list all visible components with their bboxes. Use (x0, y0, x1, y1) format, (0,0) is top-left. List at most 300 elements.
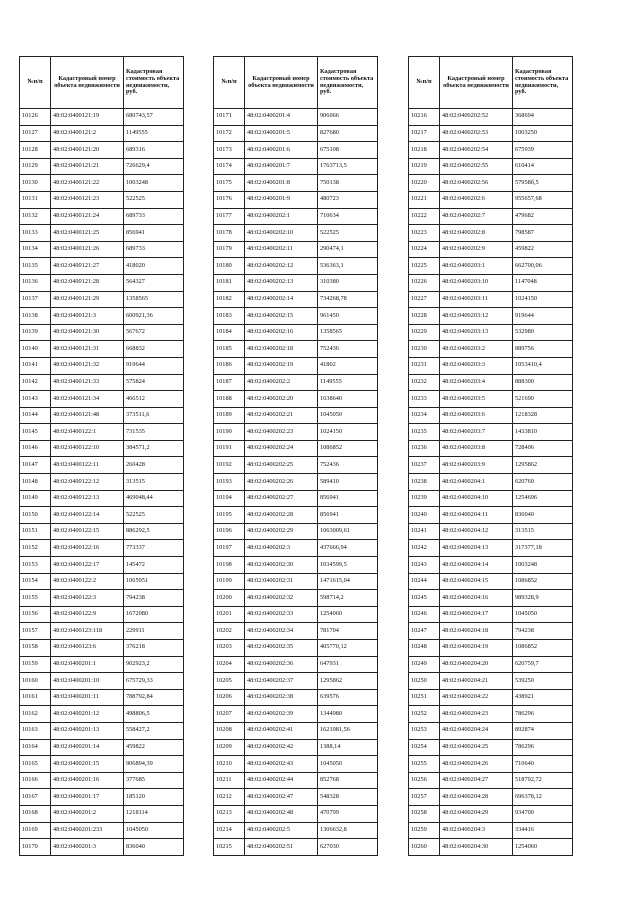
table-row (409, 507, 573, 524)
cadastral-cost: 1344980 (318, 706, 378, 723)
cadastral-number: 48:02:0400204:15 (440, 573, 513, 590)
cadastral-number: 48:02:0400202:25 (245, 457, 318, 474)
cadastral-cost: 532980 (513, 324, 573, 341)
row-number: 10249 (409, 656, 440, 673)
table-row (214, 357, 378, 374)
table-row (214, 274, 378, 291)
table-row (409, 590, 573, 607)
row-number: 10223 (409, 225, 440, 242)
cadastral-number: 48:02:0400201:17 (51, 789, 124, 806)
cadastral-number: 48:02:0400204:17 (440, 606, 513, 623)
table-row (409, 208, 573, 225)
row-number: 10190 (214, 424, 245, 441)
cadastral-number: 48:02:0400203:12 (440, 308, 513, 325)
cadastral-number: 48:02:0400202:37 (245, 673, 318, 690)
cadastral-number: 48:02:0400204:24 (440, 722, 513, 739)
table-row (214, 656, 378, 673)
row-number: 10200 (214, 590, 245, 607)
row-number: 10194 (214, 490, 245, 507)
row-number: 10250 (409, 673, 440, 690)
cadastral-number: 48:02:0400201:12 (51, 706, 124, 723)
cadastral-cost: 1086852 (513, 573, 573, 590)
cadastral-cost: 145472 (124, 557, 184, 574)
cadastral-number: 48:02:0400122:11 (51, 457, 124, 474)
cadastral-cost: 310380 (318, 274, 378, 291)
cadastral-number: 48:02:0400121:22 (51, 175, 124, 192)
cadastral-number: 48:02:0400202:23 (245, 424, 318, 441)
table-row (409, 374, 573, 391)
table-row (214, 573, 378, 590)
row-number: 10218 (409, 142, 440, 159)
table-row (214, 191, 378, 208)
row-number: 10185 (214, 341, 245, 358)
cadastral-number: 48:02:0400201:15 (51, 756, 124, 773)
row-number: 10176 (214, 191, 245, 208)
table-row (214, 324, 378, 341)
cadastral-cost: 620760 (513, 474, 573, 491)
table-row (214, 208, 378, 225)
table-row (214, 109, 378, 126)
cadastral-number: 48:02:0400202:42 (245, 739, 318, 756)
cadastral-cost: 836040 (513, 507, 573, 524)
table-row (20, 191, 184, 208)
table-body (409, 109, 573, 856)
cadastral-number: 48:02:0400202:43 (245, 756, 318, 773)
cadastral-cost: 955657,68 (513, 191, 573, 208)
row-number: 10219 (409, 158, 440, 175)
cadastral-cost: 373511,6 (124, 407, 184, 424)
table-row (20, 175, 184, 192)
header-num: №п/п (214, 57, 245, 109)
cadastral-cost: 313515 (513, 523, 573, 540)
table-row (20, 357, 184, 374)
cadastral-number: 48:02:0400202:38 (245, 689, 318, 706)
cadastral-cost: 384571,2 (124, 440, 184, 457)
table-row (20, 474, 184, 491)
cadastral-cost: 752436 (318, 341, 378, 358)
cadastral-number: 48:02:0400121:2 (51, 125, 124, 142)
cadastral-cost: 886292,5 (124, 523, 184, 540)
header-cadastral-cost: Кадастровая стоимость объекта недвижимости, руб. (318, 57, 378, 109)
row-number: 10179 (214, 241, 245, 258)
cadastral-number: 48:02:0400201:3 (51, 839, 124, 856)
cadastral-cost: 1433810 (513, 424, 573, 441)
table-row (20, 557, 184, 574)
row-number: 10222 (409, 208, 440, 225)
cadastral-number: 48:02:0400121:34 (51, 391, 124, 408)
cadastral-cost: 852768 (318, 772, 378, 789)
cadastral-cost: 522525 (124, 191, 184, 208)
header-cadastral-cost: Кадастровая стоимость объекта недвижимости, руб. (513, 57, 573, 109)
row-number: 10156 (20, 606, 51, 623)
cadastral-number: 48:02:0400204:13 (440, 540, 513, 557)
cadastral-cost: 856941 (318, 490, 378, 507)
cadastral-cost: 1034599,5 (318, 557, 378, 574)
row-number: 10240 (409, 507, 440, 524)
row-number: 10191 (214, 440, 245, 457)
row-number: 10208 (214, 722, 245, 739)
row-number: 10259 (409, 822, 440, 839)
cadastral-cost: 610414 (513, 158, 573, 175)
row-number: 10207 (214, 706, 245, 723)
cadastral-number: 48:02:0400121:23 (51, 191, 124, 208)
cadastral-number: 48:02:0400121:25 (51, 225, 124, 242)
cadastral-number: 48:02:0400201:16 (51, 772, 124, 789)
cadastral-number: 48:02:0400201:8 (245, 175, 318, 192)
cadastral-number: 48:02:0400122:9 (51, 606, 124, 623)
cadastral-number: 48:02:0400201:13 (51, 722, 124, 739)
cadastral-cost: 773337 (124, 540, 184, 557)
cadastral-number: 48:02:0400121:30 (51, 324, 124, 341)
table-row (214, 142, 378, 159)
row-number: 10216 (409, 109, 440, 126)
cadastral-cost: 675108 (318, 142, 378, 159)
table-row (20, 258, 184, 275)
cadastral-number: 48:02:0400203:9 (440, 457, 513, 474)
cadastral-cost: 1358565 (318, 324, 378, 341)
cadastral-number: 48:02:0400202:36 (245, 656, 318, 673)
cadastral-number: 48:02:0400121:19 (51, 109, 124, 126)
row-number: 10224 (409, 241, 440, 258)
cadastral-cost: 522525 (318, 225, 378, 242)
cadastral-table-2 (213, 56, 378, 856)
cadastral-cost: 1295862 (513, 457, 573, 474)
cadastral-number: 48:02:0400204:11 (440, 507, 513, 524)
table-row (214, 623, 378, 640)
cadastral-number: 48:02:0400202:54 (440, 142, 513, 159)
row-number: 10205 (214, 673, 245, 690)
cadastral-number: 48:02:0400202:19 (245, 357, 318, 374)
cadastral-number: 48:02:0400201:14 (51, 739, 124, 756)
row-number: 10167 (20, 789, 51, 806)
table-row (214, 557, 378, 574)
row-number: 10234 (409, 407, 440, 424)
row-number: 10251 (409, 689, 440, 706)
table-row (214, 341, 378, 358)
table-row (409, 440, 573, 457)
table-row (214, 540, 378, 557)
cadastral-cost: 892874 (513, 722, 573, 739)
table-row (214, 175, 378, 192)
row-number: 10152 (20, 540, 51, 557)
row-number: 10182 (214, 291, 245, 308)
cadastral-number: 48:02:0400203:13 (440, 324, 513, 341)
row-number: 10246 (409, 606, 440, 623)
table-row (409, 391, 573, 408)
cadastral-cost: 675729,33 (124, 673, 184, 690)
row-number: 10180 (214, 258, 245, 275)
row-number: 10164 (20, 739, 51, 756)
table-row (409, 573, 573, 590)
cadastral-cost: 781704 (318, 623, 378, 640)
table-row (20, 241, 184, 258)
cadastral-cost: 798587 (513, 225, 573, 242)
table-row (409, 341, 573, 358)
table-row (214, 822, 378, 839)
cadastral-number: 48:02:0400204:22 (440, 689, 513, 706)
cadastral-cost: 906066 (318, 109, 378, 126)
row-number: 10175 (214, 175, 245, 192)
cadastral-number: 48:02:0400201:6 (245, 142, 318, 159)
row-number: 10178 (214, 225, 245, 242)
table-row (214, 805, 378, 822)
cadastral-cost: 1638640 (318, 391, 378, 408)
cadastral-cost: 1053410,4 (513, 357, 573, 374)
cadastral-cost: 57958б,5 (513, 175, 573, 192)
table-row (20, 839, 184, 856)
table-row (20, 225, 184, 242)
cadastral-number: 48:02:0400121:24 (51, 208, 124, 225)
cadastral-number: 48:02:0400121:31 (51, 341, 124, 358)
cadastral-number: 48:02:0400203:8 (440, 440, 513, 457)
table-row (214, 424, 378, 441)
table-row (409, 673, 573, 690)
cadastral-cost: 689733 (124, 241, 184, 258)
row-number: 10206 (214, 689, 245, 706)
table-row (214, 258, 378, 275)
table-row (214, 158, 378, 175)
table-row (214, 291, 378, 308)
cadastral-number: 48:02:0400202:52 (440, 109, 513, 126)
table-row (214, 241, 378, 258)
cadastral-number: 48:02:0400202:3 (245, 540, 318, 557)
cadastral-cost: 919644 (513, 308, 573, 325)
cadastral-cost: 680743,57 (124, 109, 184, 126)
cadastral-number: 48:02:0400201:233 (51, 822, 124, 839)
cadastral-cost: 317377,18 (513, 540, 573, 557)
cadastral-cost: 827680 (318, 125, 378, 142)
cadastral-number: 48:02:0400122:12 (51, 474, 124, 491)
cadastral-cost: 539250 (513, 673, 573, 690)
row-number: 10201 (214, 606, 245, 623)
row-number: 10144 (20, 407, 51, 424)
cadastral-number: 48:02:0400202:26 (245, 474, 318, 491)
cadastral-cost: 522525 (124, 507, 184, 524)
cadastral-cost: 639576 (318, 689, 378, 706)
cadastral-cost: 1065951 (124, 573, 184, 590)
row-number: 10140 (20, 341, 51, 358)
table-row (214, 789, 378, 806)
row-number: 10228 (409, 308, 440, 325)
row-number: 10260 (409, 839, 440, 856)
row-number: 10134 (20, 241, 51, 258)
table-row (409, 523, 573, 540)
table-row (409, 640, 573, 657)
table-row (409, 789, 573, 806)
cadastral-cost: 1254060 (318, 606, 378, 623)
cadastral-number: 48:02:0400121:20 (51, 142, 124, 159)
table-row (214, 374, 378, 391)
row-number: 10162 (20, 706, 51, 723)
cadastral-number: 48:02:0400204:29 (440, 805, 513, 822)
cadastral-cost: 726629,4 (124, 158, 184, 175)
cadastral-number: 48:02:0400201:9 (245, 191, 318, 208)
table-row (409, 606, 573, 623)
cadastral-cost: 1045050 (318, 407, 378, 424)
row-number: 10141 (20, 357, 51, 374)
row-number: 10161 (20, 689, 51, 706)
row-number: 10168 (20, 805, 51, 822)
table-row (20, 606, 184, 623)
row-number: 10147 (20, 457, 51, 474)
row-number: 10174 (214, 158, 245, 175)
cadastral-cost: 334416 (513, 822, 573, 839)
cadastral-cost: 1388,14 (318, 739, 378, 756)
cadastral-table-1 (19, 56, 184, 856)
row-number: 10193 (214, 474, 245, 491)
row-number: 10160 (20, 673, 51, 690)
header-num: №п/п (20, 57, 51, 109)
table-row (20, 540, 184, 557)
table-row (20, 623, 184, 640)
table-row (409, 158, 573, 175)
row-number: 10148 (20, 474, 51, 491)
row-number: 10151 (20, 523, 51, 540)
cadastral-table-3 (408, 56, 573, 856)
row-number: 10196 (214, 523, 245, 540)
row-number: 10158 (20, 640, 51, 657)
cadastral-number: 48:02:0400202:32 (245, 590, 318, 607)
cadastral-cost: 786296 (513, 706, 573, 723)
cadastral-cost: 989328,9 (513, 590, 573, 607)
cadastral-cost: 405770,12 (318, 640, 378, 657)
cadastral-cost: 558427,2 (124, 722, 184, 739)
table-row (409, 457, 573, 474)
cadastral-cost: 788792,84 (124, 689, 184, 706)
row-number: 10155 (20, 590, 51, 607)
table-row (20, 125, 184, 142)
cadastral-number: 48:02:0400203:11 (440, 291, 513, 308)
row-number: 10146 (20, 440, 51, 457)
table-row (214, 225, 378, 242)
cadastral-cost: 466512 (124, 391, 184, 408)
table-row (409, 308, 573, 325)
row-number: 10145 (20, 424, 51, 441)
table-row (20, 706, 184, 723)
table-header-row (214, 57, 378, 109)
cadastral-cost: 1086852 (318, 440, 378, 457)
cadastral-cost: 1024150 (513, 291, 573, 308)
row-number: 10177 (214, 208, 245, 225)
row-number: 10233 (409, 391, 440, 408)
row-number: 10171 (214, 109, 245, 126)
row-number: 10143 (20, 391, 51, 408)
row-number: 10236 (409, 440, 440, 457)
table-row (20, 756, 184, 773)
cadastral-cost: 1149555 (124, 125, 184, 142)
table-row (214, 706, 378, 723)
cadastral-number: 48:02:0400202:53 (440, 125, 513, 142)
cadastral-cost: 888300 (513, 374, 573, 391)
cadastral-number: 48:02:0400122:3 (51, 590, 124, 607)
table-row (20, 490, 184, 507)
row-number: 10169 (20, 822, 51, 839)
cadastral-number: 48:02:0400204:10 (440, 490, 513, 507)
cadastral-number: 48:02:0400202:13 (245, 274, 318, 291)
cadastral-cost: 627030 (318, 839, 378, 856)
row-number: 10203 (214, 640, 245, 657)
cadastral-number: 48:02:0400202:55 (440, 158, 513, 175)
table-row (409, 490, 573, 507)
row-number: 10127 (20, 125, 51, 142)
cadastral-cost: 728406 (513, 440, 573, 457)
row-number: 10199 (214, 573, 245, 590)
table-row (214, 490, 378, 507)
cadastral-number: 48:02:0400121:21 (51, 158, 124, 175)
cadastral-cost: 600921,36 (124, 308, 184, 325)
row-number: 10139 (20, 324, 51, 341)
cadastral-number: 48:02:0400202:5 (245, 822, 318, 839)
cadastral-cost: 480723 (318, 191, 378, 208)
cadastral-number: 48:02:0400121:32 (51, 357, 124, 374)
cadastral-number: 48:02:0400204:26 (440, 756, 513, 773)
cadastral-cost: 689316 (124, 142, 184, 159)
table-row (214, 125, 378, 142)
cadastral-cost: 889756 (513, 341, 573, 358)
row-number: 10255 (409, 756, 440, 773)
cadastral-number: 48:02:0400203:7 (440, 424, 513, 441)
cadastral-cost: 1471615,04 (318, 573, 378, 590)
cadastral-number: 48:02:0400204:16 (440, 590, 513, 607)
table-row (409, 357, 573, 374)
cadastral-number: 48:02:0400123:118 (51, 623, 124, 640)
cadastral-number: 48:02:0400202:34 (245, 623, 318, 640)
table-header-row (409, 57, 573, 109)
cadastral-number: 48:02:0400122:16 (51, 540, 124, 557)
cadastral-cost: 1003248 (513, 557, 573, 574)
row-number: 10202 (214, 623, 245, 640)
table-row (20, 507, 184, 524)
row-number: 10225 (409, 258, 440, 275)
table-row (214, 523, 378, 540)
cadastral-cost: 1003248 (124, 175, 184, 192)
cadastral-number: 48:02:0400202:20 (245, 391, 318, 408)
row-number: 10188 (214, 391, 245, 408)
row-number: 10157 (20, 623, 51, 640)
table-body (214, 109, 378, 856)
cadastral-number: 48:02:0400204:21 (440, 673, 513, 690)
table-row (20, 523, 184, 540)
cadastral-cost: 1003250 (513, 125, 573, 142)
cadastral-cost: 750138 (318, 175, 378, 192)
table-row (409, 839, 573, 856)
cadastral-cost: 1306632,8 (318, 822, 378, 839)
row-number: 10257 (409, 789, 440, 806)
table-row (214, 739, 378, 756)
row-number: 10138 (20, 308, 51, 325)
cadastral-cost: 418020 (124, 258, 184, 275)
cadastral-cost: 1086852 (513, 640, 573, 657)
cadastral-number: 48:02:0400122:14 (51, 507, 124, 524)
row-number: 10130 (20, 175, 51, 192)
cadastral-cost: 438921 (513, 689, 573, 706)
row-number: 10170 (20, 839, 51, 856)
table-row (409, 772, 573, 789)
row-number: 10217 (409, 125, 440, 142)
row-number: 10214 (214, 822, 245, 839)
row-number: 10195 (214, 507, 245, 524)
table-row (214, 308, 378, 325)
cadastral-cost: 518792,72 (513, 772, 573, 789)
cadastral-cost: 498806,5 (124, 706, 184, 723)
cadastral-number: 48:02:0400202:44 (245, 772, 318, 789)
table-row (409, 822, 573, 839)
table-row (20, 407, 184, 424)
table-row (214, 673, 378, 690)
cadastral-cost: 710640 (513, 756, 573, 773)
cadastral-number: 48:02:0400202:41 (245, 722, 318, 739)
table-row (409, 706, 573, 723)
